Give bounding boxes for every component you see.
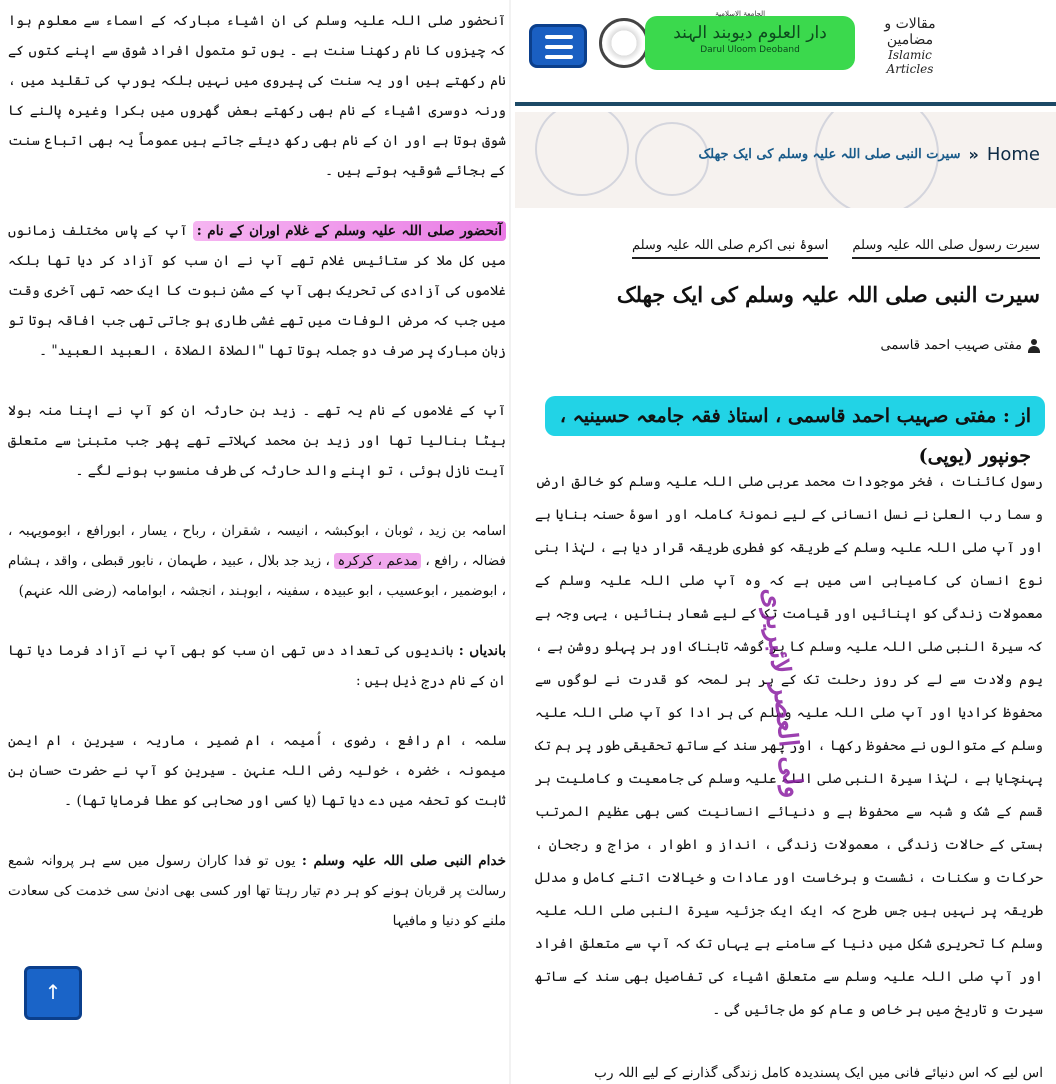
paragraph-slaves-text: آپ کے پاس مختلف زمانوں میں کل ملا کر ستائیس غلام تھے آپ نے ان سب کو آزاد کر دیا تھا بلکہ غلاموں کی آزادی کی تحریک بھی آپ کے مشن نبوت کا ایک حصہ تھی آخری وقت میں جب کہ مرض الوفات میں تھے غشی طاری ہو جاتی تھی جب افاقہ ہوتا تو زبان مبارک پر صرف دو جملہ ہوتا تھا "الصلاۃ الصلاۃ ، العبید العبید" ۔ (8, 223, 506, 359)
paragraph-servants (8, 846, 506, 936)
islamic-articles-logo[interactable] (865, 16, 955, 76)
breadcrumb-separator-icon: » (968, 145, 979, 164)
breadcrumb (699, 144, 1040, 165)
site-logo-top-text: الجامعۃ الاسلامیۃ (715, 10, 766, 18)
article-page (515, 0, 1056, 1084)
category-links (632, 238, 1040, 259)
slave-names-start: اسامہ بن زید ، ثوبان ، ابوکبشہ ، انیسہ ، شقران ، رباح ، یسار ، ابورافع ، ابومویہبہ ، فضالہ ، رافع ، (8, 523, 506, 569)
hamburger-bar-icon (545, 35, 573, 39)
article-byline: از : مفتی صہیب احمد قاسمی ، استاذ فقہ جامعہ حسینیہ ، جونپور (یوپی) (545, 396, 1045, 436)
site-logo-name: دار العلوم دیوبند الہند (673, 23, 827, 43)
arrow-up-icon: ↑ (44, 980, 62, 1004)
heading-servants: خدام النبی صلی اللہ علیہ وسلم : (301, 853, 506, 869)
breadcrumb-current: سیرت النبی صلی اللہ علیہ وسلم کی ایک جھلک (698, 147, 961, 162)
category-link-seerat[interactable]: سیرت رسول صلی اللہ علیہ وسلم (852, 238, 1040, 259)
article-author (881, 338, 1040, 353)
islamic-articles-english: Islamic Articles (886, 48, 934, 76)
paragraph-slave-names (8, 516, 506, 606)
highlighted-names: مدعم ، کرکرہ (334, 553, 421, 569)
paragraph-servants-text: یوں تو فدا کاران رسول میں سے ہر پروانہ شمع رسالت پر قربان ہونے کو ہر دم تیار رہتا تھا اور کسی بھی ادنیٰ سی خدمت کی سعادت ملنے کو دنیا و مافیہا (8, 853, 506, 929)
islamic-articles-urdu: مقالات و مضامین (884, 16, 936, 48)
scroll-to-top-button[interactable] (24, 966, 82, 1020)
header-rule (515, 102, 1056, 106)
banner-ornament (535, 112, 629, 196)
site-logo-subtitle: Darul Uloom Deoband (700, 45, 800, 55)
article-title: سیرت النبی صلی اللہ علیہ وسلم کی ایک جھلک (616, 282, 1040, 307)
breadcrumb-banner (515, 112, 1056, 208)
breadcrumb-home-link[interactable]: Home (986, 144, 1040, 165)
site-header (515, 10, 1056, 90)
slave-names-end: ، زید جد بلال ، عبید ، طہمان ، نابور قبطی ، واقد ، ہشام ، ابوضمیر ، ابوعسیب ، ابو عبیدہ ، سفینہ ، ابوہند ، انجشہ ، ابوامامہ (رضی اللہ عنہم) (8, 553, 506, 599)
paragraph-maid-names: سلمہ ، ام رافع ، رضوی ، اُمیمہ ، ام ضمیر ، ماریہ ، سیرین ، ام ایمن میمونہ ، خضرہ ، خولیہ رضی اللہ عنہن ۔ سیرین کو آپ نے حضرت حسان بن ثابت کو تحفہ میں دے دیا تھا (یا کسی اور صحابی کو عطا فرمایا تھا) ۔ (8, 733, 506, 809)
left-article-column (8, 6, 506, 1080)
hamburger-menu-button[interactable] (529, 24, 587, 68)
article-paragraph: رسول کائنات ، فخر موجودات محمد عربی صلی اللہ علیہ وسلم کو خالق ارض و سما رب العلیٰ نے نسل انسانی کے لیے نمونۂ کاملہ اور اسوۂ حسنہ بنایا ہے اور آپ صلی اللہ علیہ وسلم کے طریقہ کو فطری طریقہ قرار دیا ہے ، لہٰذا بنی نوع انسان کی کامیابی اسی میں ہے کہ وہ آپ صلی اللہ علیہ وسلم کے معمولات زندگی کو اپنائیں اور قیامت تک کے لیے شعار بنائیں ، یہی وجہ ہے کہ سیرۃ النبی صلی اللہ علیہ وسلم کا ہر گوشہ تابناک اور ہر پہلو روشن ہے ، یوم ولادت سے لے کر روز رحلت تک کے ہر ہر لمحہ کو قدرت نے لوگوں سے محفوظ کرادیا اور آپ صلی اللہ علیہ وسلم کی ہر ادا کو آپ صلی اللہ علیہ وسلم کے متوالوں نے محفوظ رکھا ، اور پھر سند کے ساتھ تحقیقی طور پر ہم تک پہنچایا ہے ، لہٰذا سیرۃ النبی صلی اللہ علیہ وسلم کی جامعیت و کاملیت ہر قسم کے شک و شبہ سے محفوظ ہے و دنیائے انسانیت کسی بھی عظیم المرتب ہستی کے حالات زندگی ، معمولات زندگی ، انداز و اطوار ، مزاج و رجحان ، حرکات و سکنات ، نشست و برخاست اور عادات و خیالات اتنے کامل و مدلل طریقہ پر نہیں ہیں جس طرح کہ ایک ایک جزئیہ سیرۃ النبی صلی اللہ علیہ وسلم کا تحریری شکل میں دنیا کے سامنے ہے یہاں تک کہ آپ سے متعلق افراد اور آپ صلی اللہ علیہ وسلم سے متعلق اشیاء کی تفاصیل بھی سند کے ساتھ سیرت و تاریخ میں ہر خاص و عام کو مل جائیں گی ۔ (535, 474, 1043, 1018)
article-paragraph: اس لیے کہ اس دنیائے فانی میں ایک پسندیدہ کامل زندگی گذارنے کے لیے اللہ رب (594, 1065, 1043, 1081)
paragraph-slaves (8, 216, 506, 366)
paragraph-maids (8, 636, 506, 696)
paragraph-zaid: آپ کے غلاموں کے نام یہ تھے ۔ زید بن حارثہ ان کو آپ نے اپنا منہ بولا بیٹا بنالیا تھا اور زید بن محمد کہلاتے تھے پھر جب متبنیٰ سے متعلق آیت نازل ہوئی ، تو اپنے والد حارثہ کی طرف منسوب ہونے لگے ۔ (8, 403, 506, 479)
site-logo[interactable] (645, 16, 855, 70)
heading-slaves: آنحضور صلی اللہ علیہ وسلم کے غلام اوران کے نام : (193, 221, 506, 241)
seal-logo (599, 18, 649, 68)
library-watermark: ولی العصر لائبریری (756, 586, 809, 800)
column-divider (509, 0, 511, 1084)
category-link-uswa[interactable]: اسوۂ نبی اکرم صلی اللہ علیہ وسلم (632, 238, 828, 259)
paragraph-names-sunnah: آنحضور صلی اللہ علیہ وسلم کی ان اشیاء مبارکہ کے اسماء سے معلوم ہوا کہ چیزوں کا نام رکھنا سنت ہے ۔ یوں تو متمول افراد شوق سے اپنے کتوں کے نام رکھتے ہیں اور یہ سنت کی پیروی میں نہیں بلکہ یورپ کی تقلید میں ، ورنہ دوسری اشیاء کے نام بھی رکھتے بعض گھروں میں بکرا وغیرہ پالنے کا شوق ہوتا ہے اور ان کے نام بھی رکھ دیئے جاتے ہیں عموماً یہ بھی اتباع سنت کے بجائے شوقیہ ہوتے ہیں ۔ (8, 13, 506, 179)
author-name[interactable]: مفتی صہیب احمد قاسمی (880, 338, 1022, 353)
hamburger-bar-icon (545, 45, 573, 49)
paragraph-maids-text: باندیوں کی تعداد دس تھی ان سب کو بھی آپ نے آزاد فرما دیا تھا ان کے نام درج ذیل ہیں : (8, 643, 506, 689)
user-icon (1028, 339, 1040, 353)
heading-maids: باندیاں : (458, 643, 506, 659)
hamburger-bar-icon (545, 55, 573, 59)
